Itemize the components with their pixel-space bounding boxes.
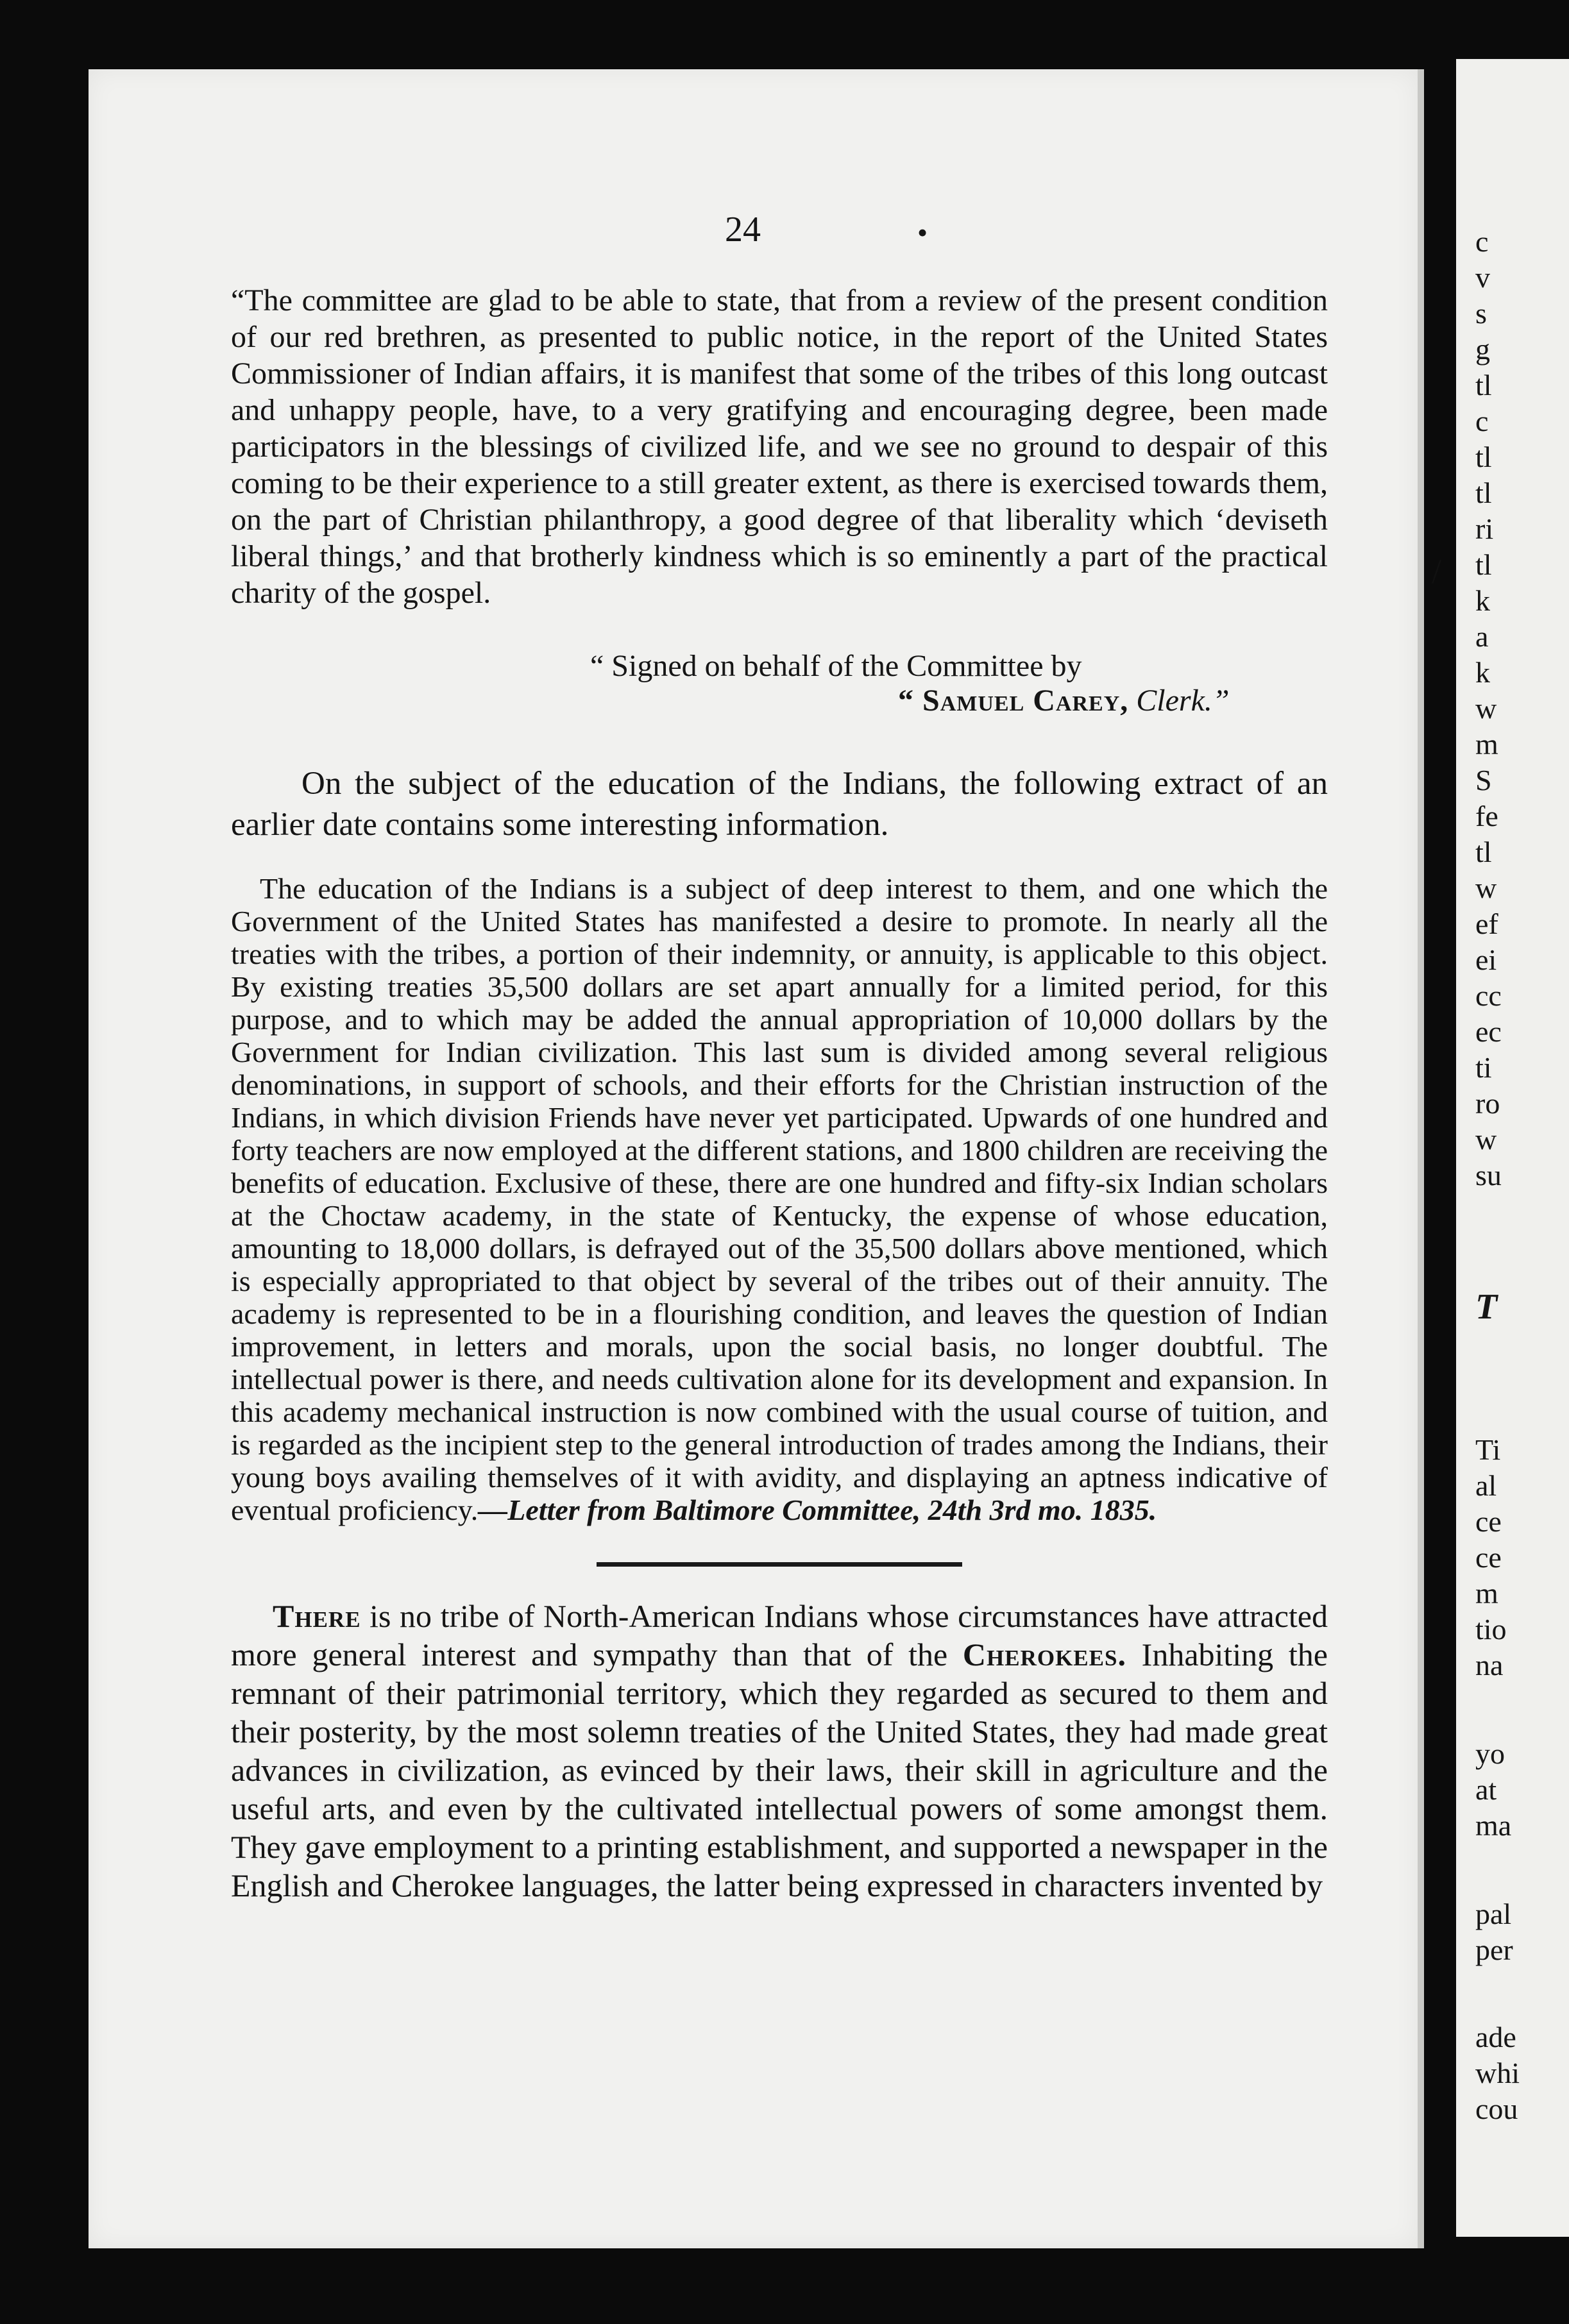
facing-page-fragment: w xyxy=(1475,692,1497,725)
facing-page-fragment: ei xyxy=(1475,943,1497,976)
section-divider xyxy=(597,1562,962,1567)
facing-page-fragment: w xyxy=(1475,872,1497,904)
page-number: 24 xyxy=(725,210,761,249)
signature-line: “ Signed on behalf of the Committee by xyxy=(590,649,1082,683)
facing-page-fragment: ti xyxy=(1475,1051,1492,1084)
facing-page-fragment: tl xyxy=(1475,476,1492,509)
letter-source: —Letter from Baltimore Committee, 24th 3rd mo. 1835. xyxy=(478,1494,1157,1526)
education-letter xyxy=(231,872,1328,1526)
tribe-name: Cherokees. xyxy=(962,1637,1126,1672)
facing-page-fragment: cou xyxy=(1475,2092,1518,2125)
facing-page-fragment: ce xyxy=(1475,1505,1502,1538)
cherokee-paragraph xyxy=(231,1597,1328,1905)
facing-page-fragment: ec xyxy=(1475,1015,1502,1048)
facing-page-fragment: su xyxy=(1475,1159,1502,1191)
facing-page-fragment: ade xyxy=(1475,2021,1516,2053)
adjacent-page-edge xyxy=(1430,0,1569,2324)
facing-page-fragment: S xyxy=(1475,764,1492,796)
facing-page-fragment: cc xyxy=(1475,979,1502,1012)
cherokee-text-part-two: Inhabiting the remnant of their patrimonial territory, which they regarded as secured to them and their posterity, by the most solemn treaties of the United States, they had made great advances in civilization, as evinced by their laws, their skill in agriculture and the useful arts, and even by the cultivated intellectual powers of some amongst them. They gave employment to a printing establishment, and supported a newspaper in the English and Cherokee languages, the latter being expressed in characters invented by xyxy=(231,1637,1328,1903)
facing-page-fragment: c xyxy=(1475,405,1489,437)
adjacent-page-sheet xyxy=(1456,59,1569,2237)
facing-page-heading-fragment: T xyxy=(1475,1287,1498,1327)
facing-page-fragment: tl xyxy=(1475,836,1492,868)
facing-page-fragment: ce xyxy=(1475,1541,1502,1574)
facing-page-fragment: Ti xyxy=(1475,1433,1501,1466)
facing-page-fragment: ro xyxy=(1475,1087,1500,1120)
facing-page-fragment: k xyxy=(1475,656,1490,689)
facing-page-fragment: v xyxy=(1475,261,1490,294)
clerk-title: Clerk.” xyxy=(1136,684,1230,718)
clerk-signature xyxy=(898,684,1230,718)
facing-page-fragment: na xyxy=(1475,1649,1504,1681)
facing-page-fragment: m xyxy=(1475,1577,1498,1610)
facing-page-fragment: at xyxy=(1475,1773,1497,1806)
facing-page-fragment: a xyxy=(1475,620,1489,653)
facing-page-fragment: ma xyxy=(1475,1809,1512,1842)
cherokee-text-part-one: is no tribe of North-American Indians whose circumstances have attracted more general interest and sympathy than that of the xyxy=(231,1598,1328,1672)
committee-quote: “The committee are glad to be able to state, that from a review of the present condition of our red brethren, as presented to public notice, in the report of the United States Commissioner of Indian affairs, it is manifest that some of the tribes of this long outcast and unhappy people, have, to a very gratifying and encouraging degree, been made participators in the blessings of civilized life, and we see no ground to despair of this coming to be their experience to a still greater extent, as there is exercised towards them, on the part of Christian philanthropy, a good degree of that liberality which ‘deviseth liberal things,’ and that brotherly kindness which is so eminently a part of the practical charity of the gospel. xyxy=(231,283,1328,610)
clerk-name: “ Samuel Carey, xyxy=(898,684,1129,718)
facing-page-fragment: al xyxy=(1475,1469,1497,1502)
page-marker-dot: • xyxy=(917,216,928,249)
facing-page-fragment: per xyxy=(1475,1933,1513,1966)
facing-page-fragment: tl xyxy=(1475,441,1492,473)
education-introduction: On the subject of the education of the Indians, the following extract of an earlier date contains some interesting information. xyxy=(231,766,1328,843)
facing-page-fragment: c xyxy=(1475,225,1489,258)
facing-page-fragment: k xyxy=(1475,584,1490,617)
facing-page-fragment: tl xyxy=(1475,548,1492,581)
scan-margin-mark: / xyxy=(1432,552,1442,591)
facing-page-fragment: tl xyxy=(1475,369,1492,401)
facing-page-fragment: m xyxy=(1475,728,1498,761)
facing-page-fragment: ef xyxy=(1475,907,1498,940)
letter-body: The education of the Indians is a subject of deep interest to them, and one which the Government of the United States has manifested a desire to promote. In nearly all the treaties with the tribes, a portion of their indemnity, or annuity, is applicable to this object. By existing treaties 35,500 dollars are set apart annually for a limited period, for this purpose, and to which may be added the annual appropriation of 10,000 dollars by the Government for Indian civilization. This last sum is divided among several religious denominations, in support of schools, and their efforts for the Christian instruction of the Indians, in which division Friends have never yet participated. Upwards of one hundred and forty teachers are now employed at the different stations, and 1800 children are receiving the benefits of education. Exclusive of these, there are one hundred and fifty-six Indian scholars at the Choctaw academy, in the state of Kentucky, the expense of whose education, amounting to 18,000 dollars, is defrayed out of the 35,500 dollars above mentioned, which is especially appropriated to that object by several of the tribes out of their annuity. The academy is represented to be in a flourishing condition, and leaves the question of Indian improvement, in letters and morals, upon the social basis, no longer doubtful. The intellectual power is there, and needs cultivation alone for its development and expansion. In this academy mechanical instruction is now combined with the usual course of tuition, and is regarded as the incipient step to the general introduction of trades among the Indians, their young boys availing themselves of it with avidity, and displaying an aptness indicative of eventual proficiency. xyxy=(231,872,1328,1526)
facing-page-fragment: yo xyxy=(1475,1737,1505,1770)
facing-page-fragment: w xyxy=(1475,1123,1497,1156)
paragraph-lead: There xyxy=(273,1598,361,1634)
facing-page-fragment: fe xyxy=(1475,800,1498,832)
facing-page-fragment: ri xyxy=(1475,512,1494,545)
facing-page-fragment: tio xyxy=(1475,1613,1507,1646)
facing-page-fragment: pal xyxy=(1475,1898,1512,1930)
facing-page-fragment: whi xyxy=(1475,2057,1520,2089)
facing-page-fragment: s xyxy=(1475,297,1487,330)
facing-page-fragment: g xyxy=(1475,333,1490,366)
